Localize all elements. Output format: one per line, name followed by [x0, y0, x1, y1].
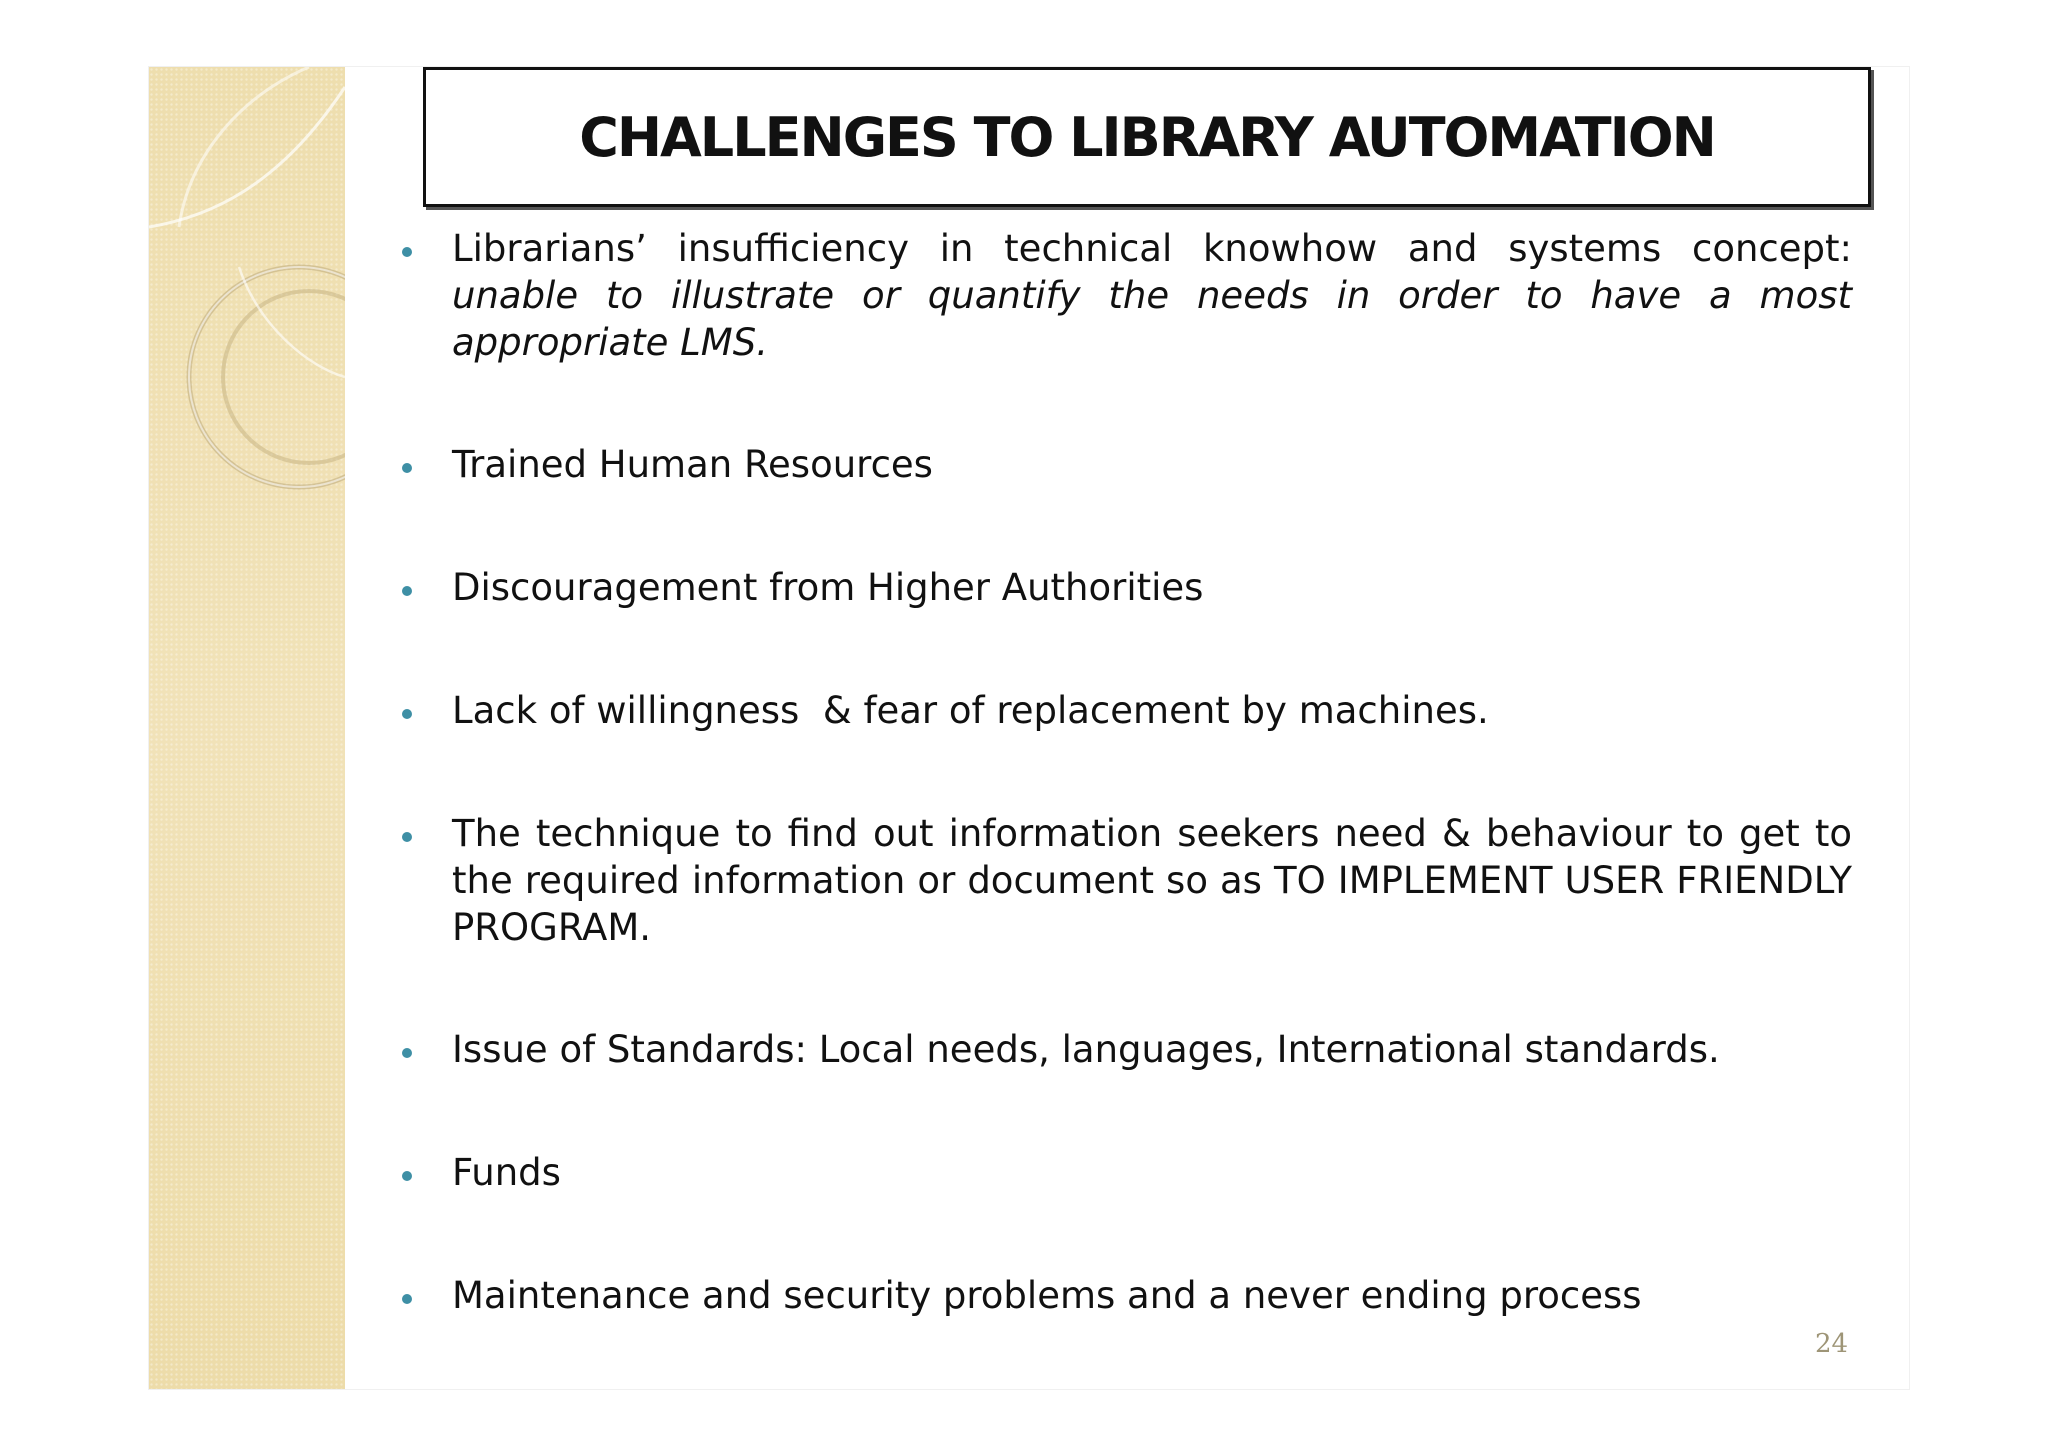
bullet-text: Maintenance and security problems and a never ending process	[452, 1274, 1642, 1317]
bullet-text: Discouragement from Higher Authorities	[452, 566, 1204, 609]
bullet-text: Librarians’ insufficiency in technical knowhow and systems concept:	[452, 227, 1852, 270]
bullet-italic-text: unable to illustrate or quantify the needs in order to have a most appropriate LMS.	[452, 274, 1852, 364]
bullet-icon	[402, 463, 412, 473]
bullet-icon	[402, 247, 412, 257]
bullet-text: Trained Human Resources	[452, 443, 933, 486]
page-number: 24	[1815, 1329, 1849, 1359]
bullet-icon	[402, 709, 412, 719]
bullet-icon	[402, 832, 412, 842]
bullet-text: The technique to find out information seekers need & behaviour to get to the required information or document so as TO IMPLEMENT USER FRIENDLY PROGRAM.	[452, 812, 1852, 949]
bullet-text: Issue of Standards: Local needs, languages, International standards.	[452, 1028, 1720, 1071]
slide	[149, 67, 1909, 1389]
bullet-icon	[402, 1171, 412, 1181]
slide-title: CHALLENGES TO LIBRARY AUTOMATION	[579, 105, 1715, 169]
decorative-swirl-graphic	[149, 67, 345, 1389]
bullet-icon	[402, 1294, 412, 1304]
title-box	[423, 67, 1871, 207]
bullet-text: Lack of willingness & fear of replacement by machines.	[452, 689, 1489, 732]
bullet-icon	[402, 1048, 412, 1058]
bullet-text: Funds	[452, 1151, 561, 1194]
bullet-icon	[402, 586, 412, 596]
decorative-side-band	[149, 67, 345, 1389]
